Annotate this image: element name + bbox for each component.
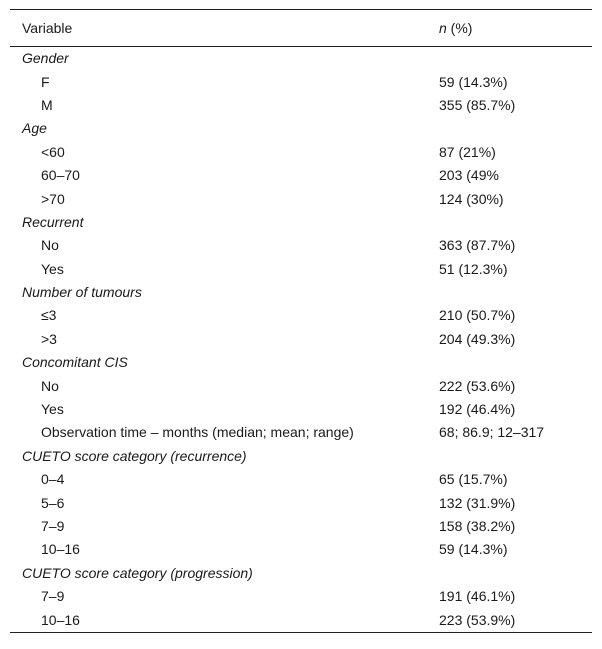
table-row (10, 140, 592, 163)
group-label: Age (22, 120, 47, 137)
row-label: Yes (41, 260, 64, 277)
table-row (10, 93, 592, 116)
row-value: 132 (31.9%) (439, 494, 516, 511)
row-label: M (41, 96, 53, 113)
row-value: 210 (50.7%) (439, 307, 516, 324)
row-label: 0–4 (41, 471, 65, 488)
row-label: <60 (41, 143, 65, 160)
row-value: 68; 86.9; 12–317 (439, 424, 545, 441)
row-value: 223 (53.9%) (439, 608, 592, 633)
row-value: 59 (14.3%) (439, 541, 508, 558)
row-label: Yes (41, 401, 64, 418)
row-label: Observation time – months (median; mean; range) (41, 424, 354, 441)
table-row (10, 234, 592, 257)
row-value: 222 (53.6%) (439, 377, 516, 394)
group-row-gender (10, 47, 592, 70)
row-value: 192 (46.4%) (439, 401, 516, 418)
table-row (10, 491, 592, 514)
header-variable: Variable (10, 10, 439, 47)
table-row (10, 608, 592, 633)
row-label: 5–6 (41, 494, 65, 511)
group-label: CUETO score category (recurrence) (22, 447, 247, 464)
row-value: 203 (49% (439, 167, 499, 184)
group-label: Concomitant CIS (22, 354, 128, 371)
table-row (10, 187, 592, 210)
row-label: F (41, 73, 50, 90)
table-row (10, 304, 592, 327)
row-label: 7–9 (41, 588, 65, 605)
header-n: n (439, 20, 447, 36)
table-row (10, 468, 592, 491)
table-row (10, 514, 592, 537)
group-row-recurrent (10, 210, 592, 233)
table-row (10, 70, 592, 93)
row-value: 191 (46.1%) (439, 588, 516, 605)
row-value: 363 (87.7%) (439, 237, 516, 254)
row-value: 124 (30%) (439, 190, 504, 207)
group-label: CUETO score category (progression) (22, 564, 253, 581)
group-row-number-of-tumours (10, 280, 592, 303)
row-label: 10–16 (10, 608, 439, 633)
group-label: Gender (22, 50, 69, 67)
group-row-cueto-recurrence (10, 444, 592, 467)
data-table (10, 9, 592, 633)
group-row-cueto-progression (10, 561, 592, 584)
row-label: No (41, 237, 59, 254)
row-label: >3 (41, 330, 57, 347)
row-value: 65 (15.7%) (439, 471, 508, 488)
row-value: 355 (85.7%) (439, 96, 516, 113)
table-row (10, 257, 592, 280)
row-label: 7–9 (41, 518, 65, 534)
header-row (10, 10, 592, 47)
row-value: 204 (49.3%) (439, 330, 516, 347)
header-n-percent (439, 10, 592, 47)
row-label: 10–16 (41, 541, 80, 558)
table-row (10, 374, 592, 397)
row-label: 60–70 (41, 167, 80, 184)
header-percent: (%) (446, 20, 473, 36)
table-row (10, 584, 592, 607)
group-row-age (10, 117, 592, 140)
table-row (10, 397, 592, 420)
row-value: 87 (21%) (439, 143, 496, 160)
row-value: 51 (12.3%) (439, 260, 508, 277)
row-value: 158 (38.2%) (439, 518, 516, 534)
table-row (10, 327, 592, 350)
row-label: >70 (41, 190, 65, 207)
group-label: Recurrent (22, 213, 84, 230)
row-value: 59 (14.3%) (439, 73, 508, 90)
row-label: No (41, 377, 59, 394)
group-label: Number of tumours (22, 284, 142, 301)
table-row (10, 421, 592, 444)
row-label: ≤3 (41, 307, 57, 324)
group-row-concomitant-cis (10, 351, 592, 374)
table-row (10, 538, 592, 561)
table-row (10, 163, 592, 186)
